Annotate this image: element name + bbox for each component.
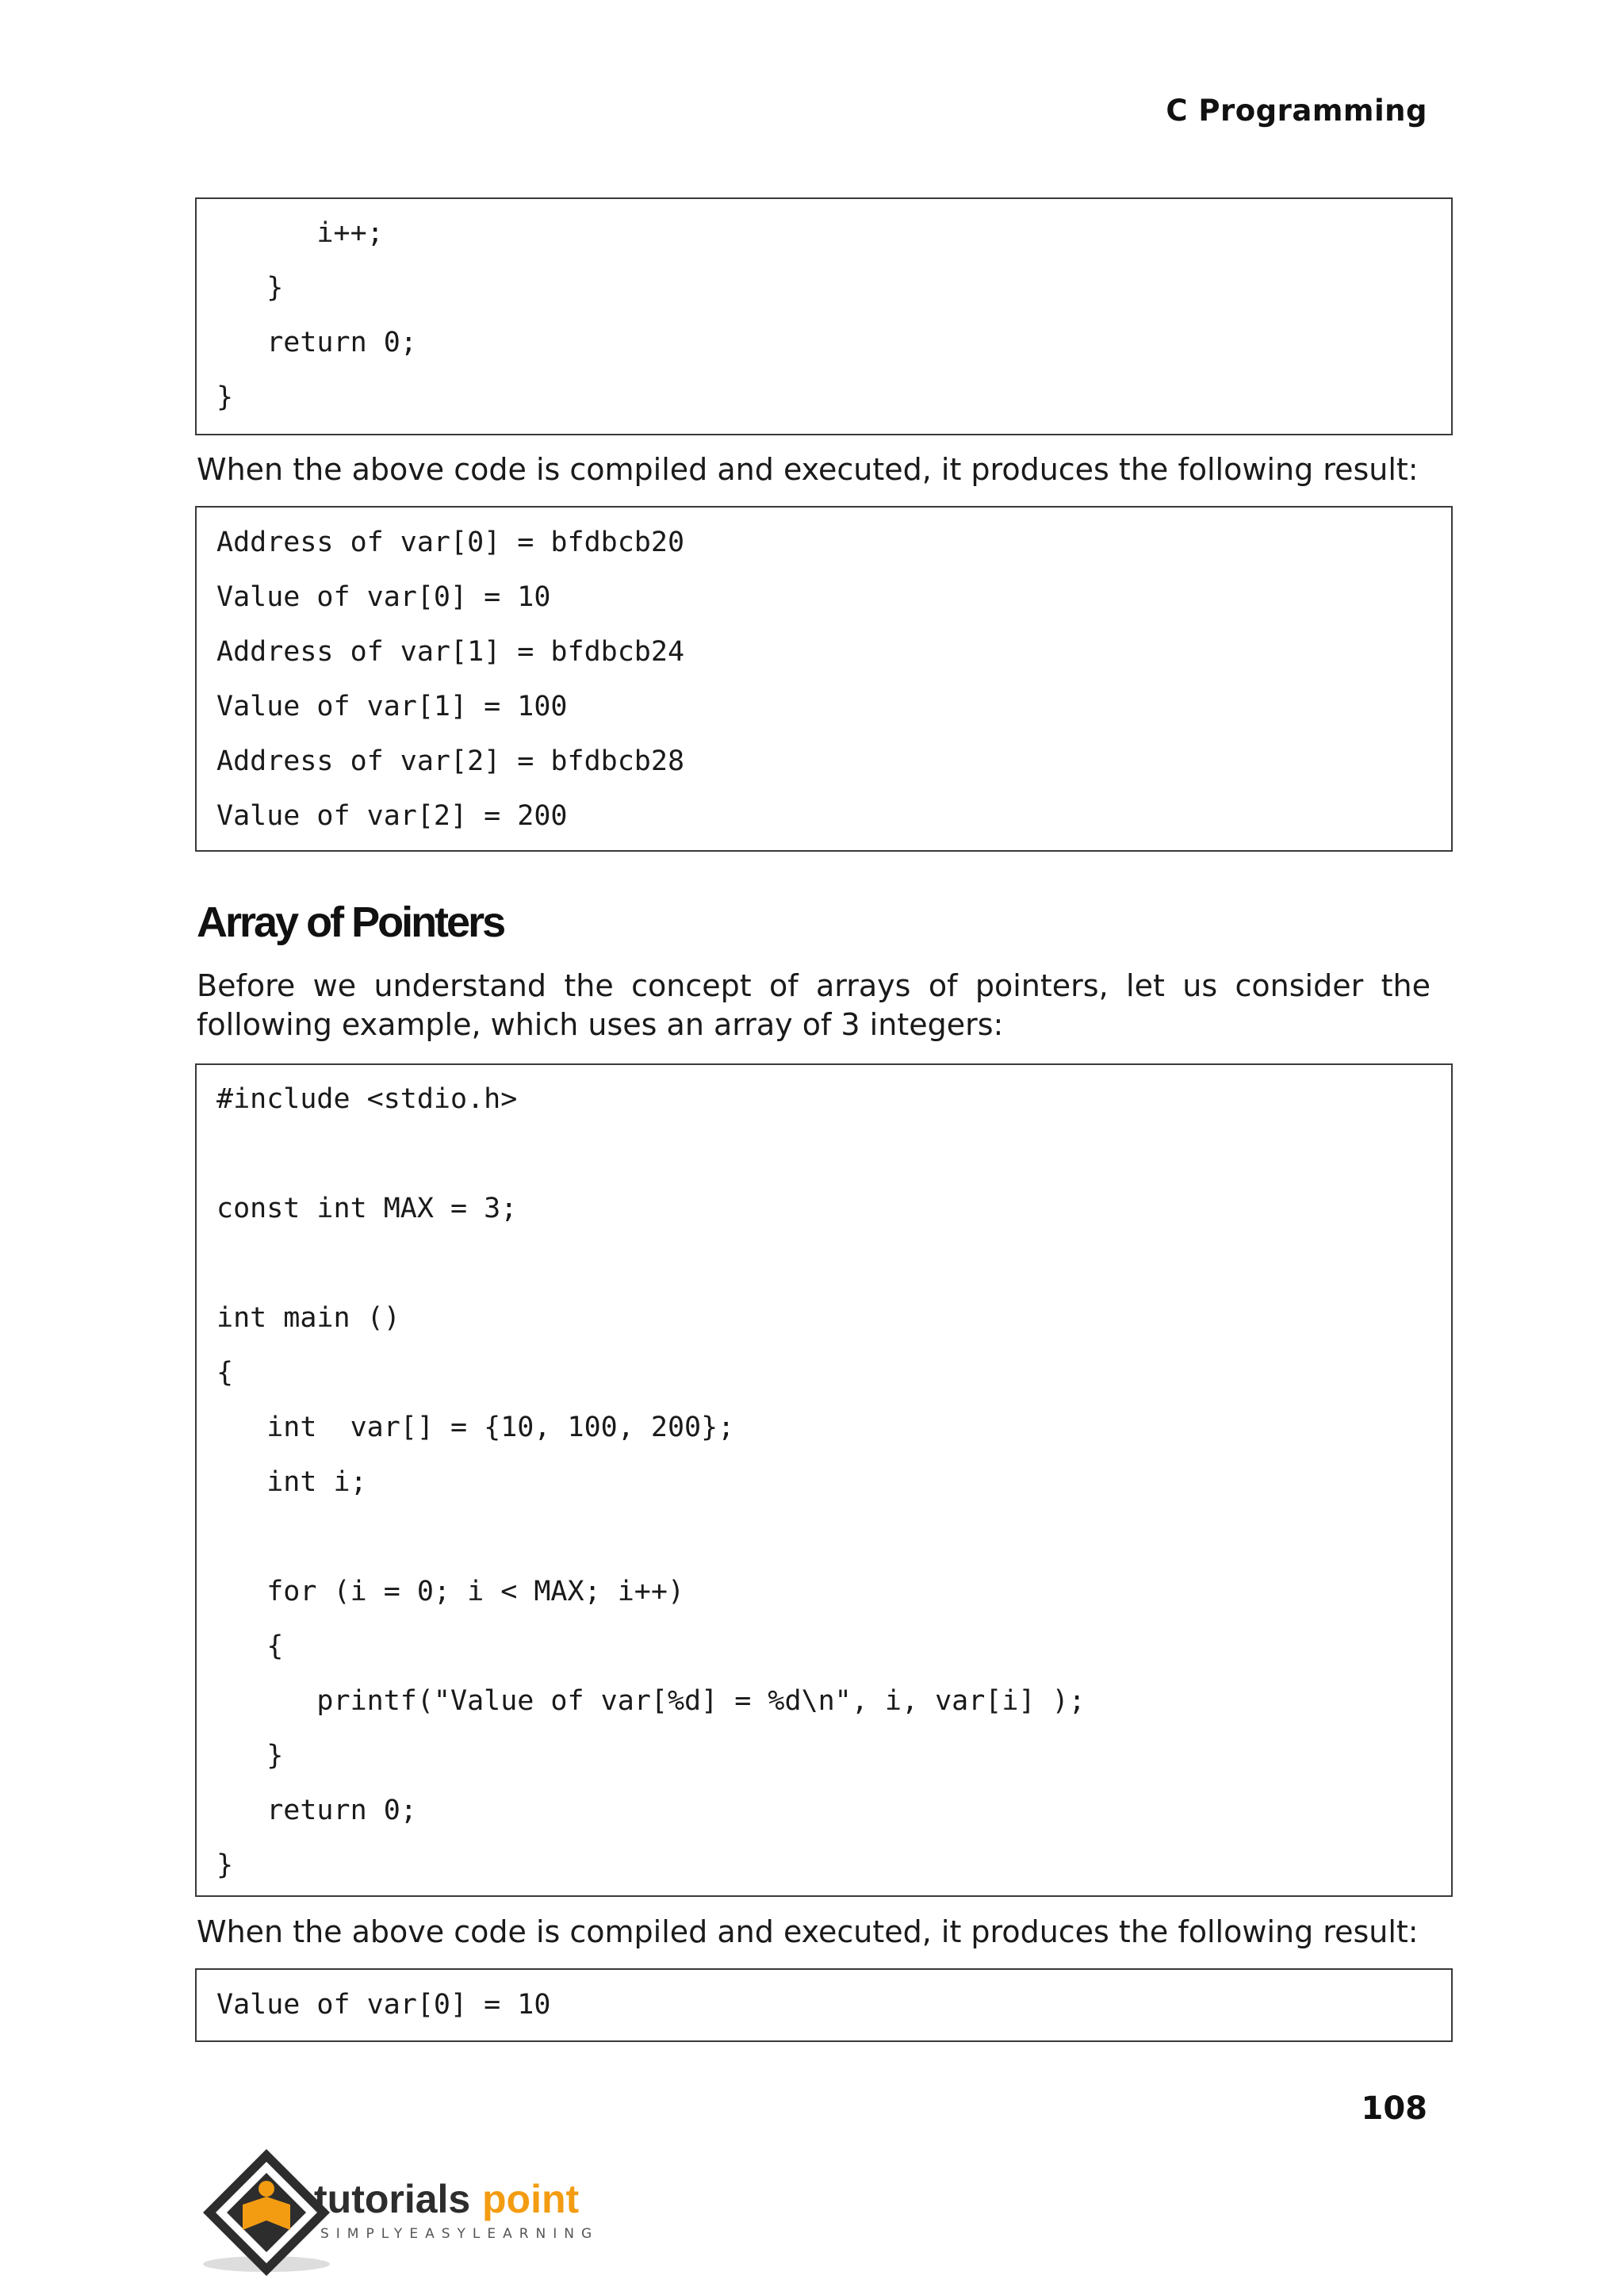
result-intro-text: When the above code is compiled and executed, it produces the following result: [197, 1914, 1419, 1949]
output-block [195, 1968, 1453, 2042]
code-block [195, 1063, 1453, 1897]
logo-brand-left: tutorials [314, 2177, 471, 2221]
output-line: Value of var[0] = 10 [216, 581, 551, 613]
code-line: int main () [216, 1302, 400, 1334]
output-line: Address of var[0] = bfdbcb20 [216, 527, 685, 558]
output-line: Address of var[1] = bfdbcb24 [216, 636, 685, 668]
output-block [195, 506, 1453, 852]
code-line: for (i = 0; i < MAX; i++) [216, 1576, 685, 1607]
page-number: 108 [1361, 2090, 1427, 2127]
tutorialspoint-logo [195, 2141, 639, 2284]
code-block [195, 197, 1453, 435]
code-line: return 0; [216, 327, 417, 358]
code-line: } [216, 1740, 284, 1772]
code-line: const int MAX = 3; [216, 1193, 518, 1224]
code-line: { [216, 1630, 284, 1662]
code-line: } [216, 1849, 234, 1881]
logo-brand-right: point [482, 2177, 580, 2221]
output-line: Address of var[2] = bfdbcb28 [216, 745, 685, 777]
output-line: Value of var[0] = 10 [216, 1989, 551, 2021]
code-line: printf("Value of var[%d] = %d\n", i, var[i] ); [216, 1685, 1086, 1717]
code-line: } [216, 381, 234, 413]
logo-tagline: SIMPLYEASYLEARNING [320, 2226, 599, 2242]
code-line: i++; [216, 217, 384, 249]
output-line: Value of var[1] = 100 [216, 691, 568, 722]
section-heading: Array of Pointers [197, 898, 504, 946]
output-line: Value of var[2] = 200 [216, 800, 568, 832]
result-intro-text: When the above code is compiled and executed, it produces the following result: [197, 452, 1419, 487]
section-paragraph: Before we understand the concept of arrays of pointers, let us consider the following example, which uses an array of 3 integers: [197, 968, 1431, 1042]
running-header: C Programming [1166, 94, 1427, 128]
code-line: } [216, 272, 284, 304]
code-line: return 0; [216, 1795, 417, 1826]
code-line: { [216, 1357, 234, 1389]
code-line: int i; [216, 1466, 367, 1498]
code-line: int var[] = {10, 100, 200}; [216, 1412, 735, 1443]
code-line: #include <stdio.h> [216, 1083, 518, 1115]
